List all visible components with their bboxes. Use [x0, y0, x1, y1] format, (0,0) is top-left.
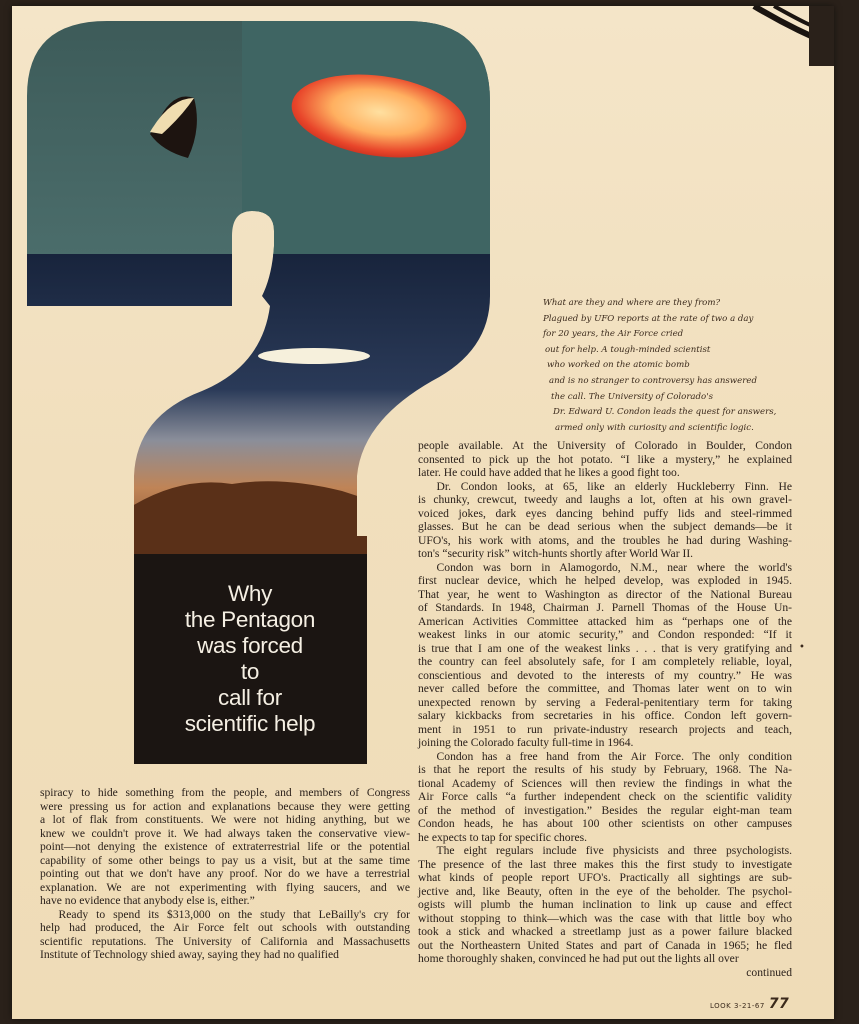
text-line: explanation. We are not experimenting with flying saucers, and we [40, 880, 410, 894]
intro-line: who worked on the atomic bomb [547, 360, 690, 371]
title-line: the Pentagon [184, 607, 316, 632]
text-line: of Standards. In 1948, Chairman J. Parnell Thomas of the House Un- [418, 601, 792, 614]
text-line: ton's “security risk” witch-hunts shortly after World War II. [418, 547, 694, 560]
text-line: took a stick and whacked a streetlamp just as a power failure blacked [418, 925, 792, 938]
text-line: a lot of flak from constituents. We were not hiding anything, but we [40, 813, 410, 826]
text-line: unexpected renown by serving a Federal-penitentiary term for taking [418, 695, 792, 709]
text-line: out the Northeastern United States and part of Canada in 1965; he fled [418, 938, 792, 952]
text-line: the country can feel absolutely safe, for I am completely reliable, loyal, [418, 655, 792, 668]
text-line: scientific reputations. The University of California and Massachusetts [40, 934, 410, 948]
text-line: were pressing us for action and explanations because they were getting [40, 799, 410, 813]
intro-line: Plagued by UFO reports at the rate of two a day [543, 313, 754, 324]
text-line: Condon heads, he has about 100 other scientists on other campuses [418, 817, 792, 830]
text-line: Dr. Condon looks, at 65, like an elderly Huckleberry Finn. He [436, 479, 792, 493]
text-line: Condon was born in Alamogordo, N.M., near where the world's [436, 560, 792, 574]
text-line: home thoroughly shaken, convinced he had put out the lights all over [418, 952, 739, 965]
text-line: continued [746, 965, 792, 979]
intro-line: What are they and where are they from? [543, 298, 721, 308]
text-line: what kinds of people report UFO's. Practically all sightings are sub- [418, 871, 792, 884]
text-line: is true that I am one of the weakest links . . . that is very gratifying and [418, 641, 792, 655]
text-line: glasses. But he can be dead serious when the subject demands—be it [418, 520, 792, 533]
text-line: have no evidence that anybody else is, either.” [40, 894, 255, 907]
intro-line: armed only with curiosity and scientific logic. [555, 422, 754, 433]
text-line: consented to pick up the hot potato. “I like a mystery,” he explained [418, 452, 792, 466]
body-column-right [418, 439, 792, 979]
page-number: 77 [768, 996, 790, 1012]
text-line: knew we couldn't prove it. We had always taken the conservative view- [40, 826, 410, 840]
text-line: never called before the committee, and Thomas later went on to win [418, 682, 792, 695]
text-line: later. He could have added that he likes a good fight too. [418, 466, 680, 479]
text-line: The presence of the last three makes this the first study to investigate [418, 857, 792, 871]
text-line: American Activities Committee attacked him as “perhaps one of the [418, 614, 792, 628]
text-line: The eight regulars include five physicists and three psychologists. [436, 844, 792, 857]
intro-line: out for help. A tough-minded scientist [545, 344, 711, 355]
title-line: Why [227, 581, 273, 606]
text-line: Air Force calls “a further independent check on the scientific validity [418, 790, 792, 803]
text-line: is chunky, crewcut, tweedy and laughs a lot, often at his own gravel- [418, 493, 792, 506]
text-line: pointing out that we don't have any proof. Nor do we have a terrestrial [40, 867, 410, 880]
article-title [185, 581, 316, 737]
text-line: conscientious and devoted to the interests of my country.” He was [418, 668, 792, 682]
magazine-issue: LOOK 3-21-67 [710, 1002, 765, 1010]
title-panel [134, 554, 366, 764]
text-line: help had produced, the Air Force felt out schools with outstanding [40, 921, 410, 934]
intro-line: for 20 years, the Air Force cried [543, 329, 684, 340]
title-line: scientific help [184, 711, 316, 736]
text-line: capability of some other beings to pay us a visit, but at the same time [40, 853, 410, 867]
text-line: tional Academy of Sciences will then review the findings in what the [418, 776, 792, 790]
text-line: That year, he went to Washington as director of the National Bureau [418, 587, 792, 601]
text-line: Institute of Technology shied away, saying they had no qualified [40, 948, 339, 961]
intro-blurb [543, 296, 793, 436]
title-line: to [240, 659, 260, 684]
text-line: joining the Colorado faculty full-time in 1964. [418, 736, 634, 749]
title-line: was forced [197, 633, 303, 658]
text-line: of the method of investigation.” Besides the regular eight-man team [418, 803, 792, 817]
intro-line: the call. The University of Colorado's [551, 391, 713, 402]
text-line: people available. At the University of Colorado in Boulder, Condon [418, 439, 792, 452]
body-column-left [40, 786, 410, 962]
text-line: UFO's, his work with atoms, and the troubles he had during Washing- [418, 533, 792, 547]
intro-line: Dr. Edward U. Condon leads the quest for answers, [553, 407, 777, 418]
text-line: spiracy to hide something from the people, and members of Congress [40, 786, 410, 799]
text-line: jective and, like Beauty, often in the eye of the beholder. The psychol- [418, 884, 792, 898]
text-line: first nuclear device, which he helped develop, was exploded in 1945. [418, 574, 792, 587]
text-line: is that he report the results of his study by February, 1968. The Na- [418, 763, 792, 776]
stray-mark: • [799, 642, 805, 653]
text-line: salary kickbacks from secretaries in his office. Condon left govern- [418, 709, 792, 722]
text-line: Ready to spend its $313,000 on the study that LeBailly's cry for [58, 907, 410, 921]
text-line: weakest links in our atomic security,” and Condon responded: “If it [418, 628, 792, 641]
text-line: ment in 1951 to run private-industry research projects and teach, [418, 722, 792, 736]
page-footer [710, 996, 789, 1012]
text-line: without stopping to think—which was the case with that little boy who [418, 911, 792, 925]
text-line: point—not denying the existence of extraterrestrial life or the potential [40, 840, 410, 853]
title-line: call for [218, 685, 282, 710]
magazine-page [12, 6, 834, 1019]
intro-line: and is no stranger to controversy has answered [549, 375, 757, 386]
text-line: voiced jokes, dark eyes dancing behind puffy lids and steel-rimmed [418, 506, 792, 520]
text-line: Condon has a free hand from the Air Force. The only condition [436, 749, 792, 763]
text-line: he expects to tap for specific chores. [418, 830, 588, 844]
text-line: ogists will plumb the human inclination to link up cause and effect [418, 898, 792, 911]
